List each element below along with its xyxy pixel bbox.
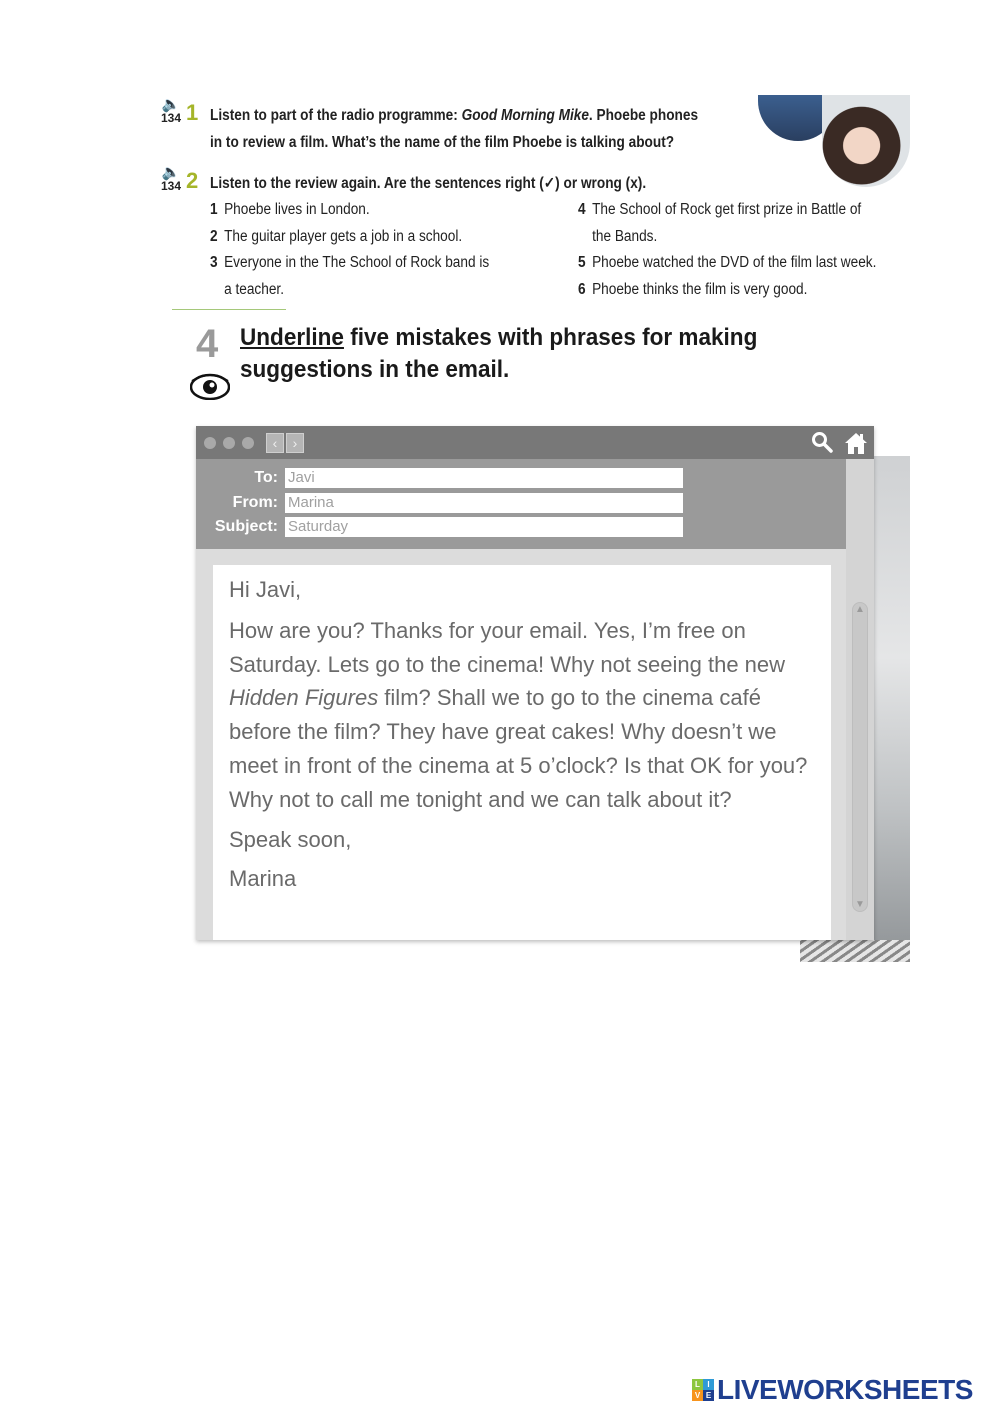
- from-label: From:: [232, 494, 278, 511]
- items-right: [578, 197, 876, 303]
- girl-photo: [822, 95, 910, 187]
- list-item: 3 Everyone in the The School of Rock band is a teacher.: [210, 254, 490, 298]
- list-item: 6 Phoebe thinks the film is very good.: [578, 280, 808, 298]
- to-field[interactable]: Javi: [285, 468, 683, 488]
- exercise-number: 2: [186, 168, 199, 193]
- list-item: 2 The guitar player gets a job in a school.: [210, 227, 463, 245]
- speaker-icon[interactable]: 🔈: [161, 96, 181, 113]
- exercise-4-instruction: Underline five mistakes with phrases for making suggestions in the email.: [240, 324, 758, 383]
- exercise-instruction: Listen to part of the radio programme: Good Morning Mike. Phoebe phones in to review a film. What’s the name of the film Phoebe is talking about?: [210, 107, 699, 151]
- title-bar: [196, 426, 874, 459]
- window-dot[interactable]: [242, 437, 254, 449]
- scroll-up-icon[interactable]: ▲: [855, 604, 865, 615]
- email-greeting: Hi Javi,: [229, 577, 302, 602]
- divider: [172, 309, 286, 310]
- subject-field[interactable]: Saturday: [285, 517, 683, 537]
- list-item: 4 The School of Rock get first prize in Battle of the Bands.: [578, 201, 862, 245]
- email-header: [196, 459, 846, 549]
- from-field[interactable]: Marina: [285, 493, 683, 513]
- background-photo: [874, 456, 910, 960]
- email-signature: Marina: [229, 866, 297, 892]
- window-dot[interactable]: [223, 437, 235, 449]
- speaker-icon[interactable]: 🔈: [161, 164, 181, 181]
- scrollbar[interactable]: [852, 602, 868, 912]
- scroll-down-icon[interactable]: ▼: [855, 899, 865, 910]
- subject-label: Subject:: [214, 518, 278, 535]
- brand-text: LIVEWORKSHEETS: [717, 1374, 973, 1405]
- list-item: 5 Phoebe watched the DVD of the film last week.: [578, 254, 877, 271]
- forward-arrow-icon[interactable]: ›: [286, 433, 304, 453]
- brand-logo[interactable]: [692, 1374, 973, 1406]
- to-label: To:: [254, 469, 278, 486]
- email-paragraph: How are you? Thanks for your email. Yes, I’m free on Saturday. Lets go to the cinema! Why not seeing the new Hidden Figures film? Shall we to go to the cinema café before the film? They have great cakes! Why doesn’t we meet in front of the cinema at 5 o’clock? Is that OK for you? Why not to call me tonight and we can talk about it?: [229, 617, 808, 812]
- back-arrow-icon[interactable]: ‹: [266, 433, 284, 453]
- keyboard-photo: [800, 940, 910, 962]
- exercise-instruction: Listen to the review again. Are the sentences right (✓) or wrong (x).: [210, 175, 647, 192]
- items-left: [210, 197, 489, 303]
- window-dot[interactable]: [204, 437, 216, 449]
- email-window: [196, 426, 874, 940]
- email-body[interactable]: [213, 565, 831, 940]
- track-number: 134: [160, 111, 182, 125]
- track-number: 134: [160, 179, 182, 193]
- search-icon[interactable]: [811, 431, 833, 453]
- eye-icon: [190, 372, 230, 400]
- email-signoff: Speak soon,: [229, 826, 352, 852]
- exercise-number: 4: [196, 322, 219, 366]
- list-item: 1 Phoebe lives in London.: [210, 201, 370, 218]
- exercise-number: 1: [186, 100, 199, 125]
- liveworksheets-icon: L I V E: [692, 1379, 714, 1401]
- home-icon[interactable]: [844, 431, 868, 455]
